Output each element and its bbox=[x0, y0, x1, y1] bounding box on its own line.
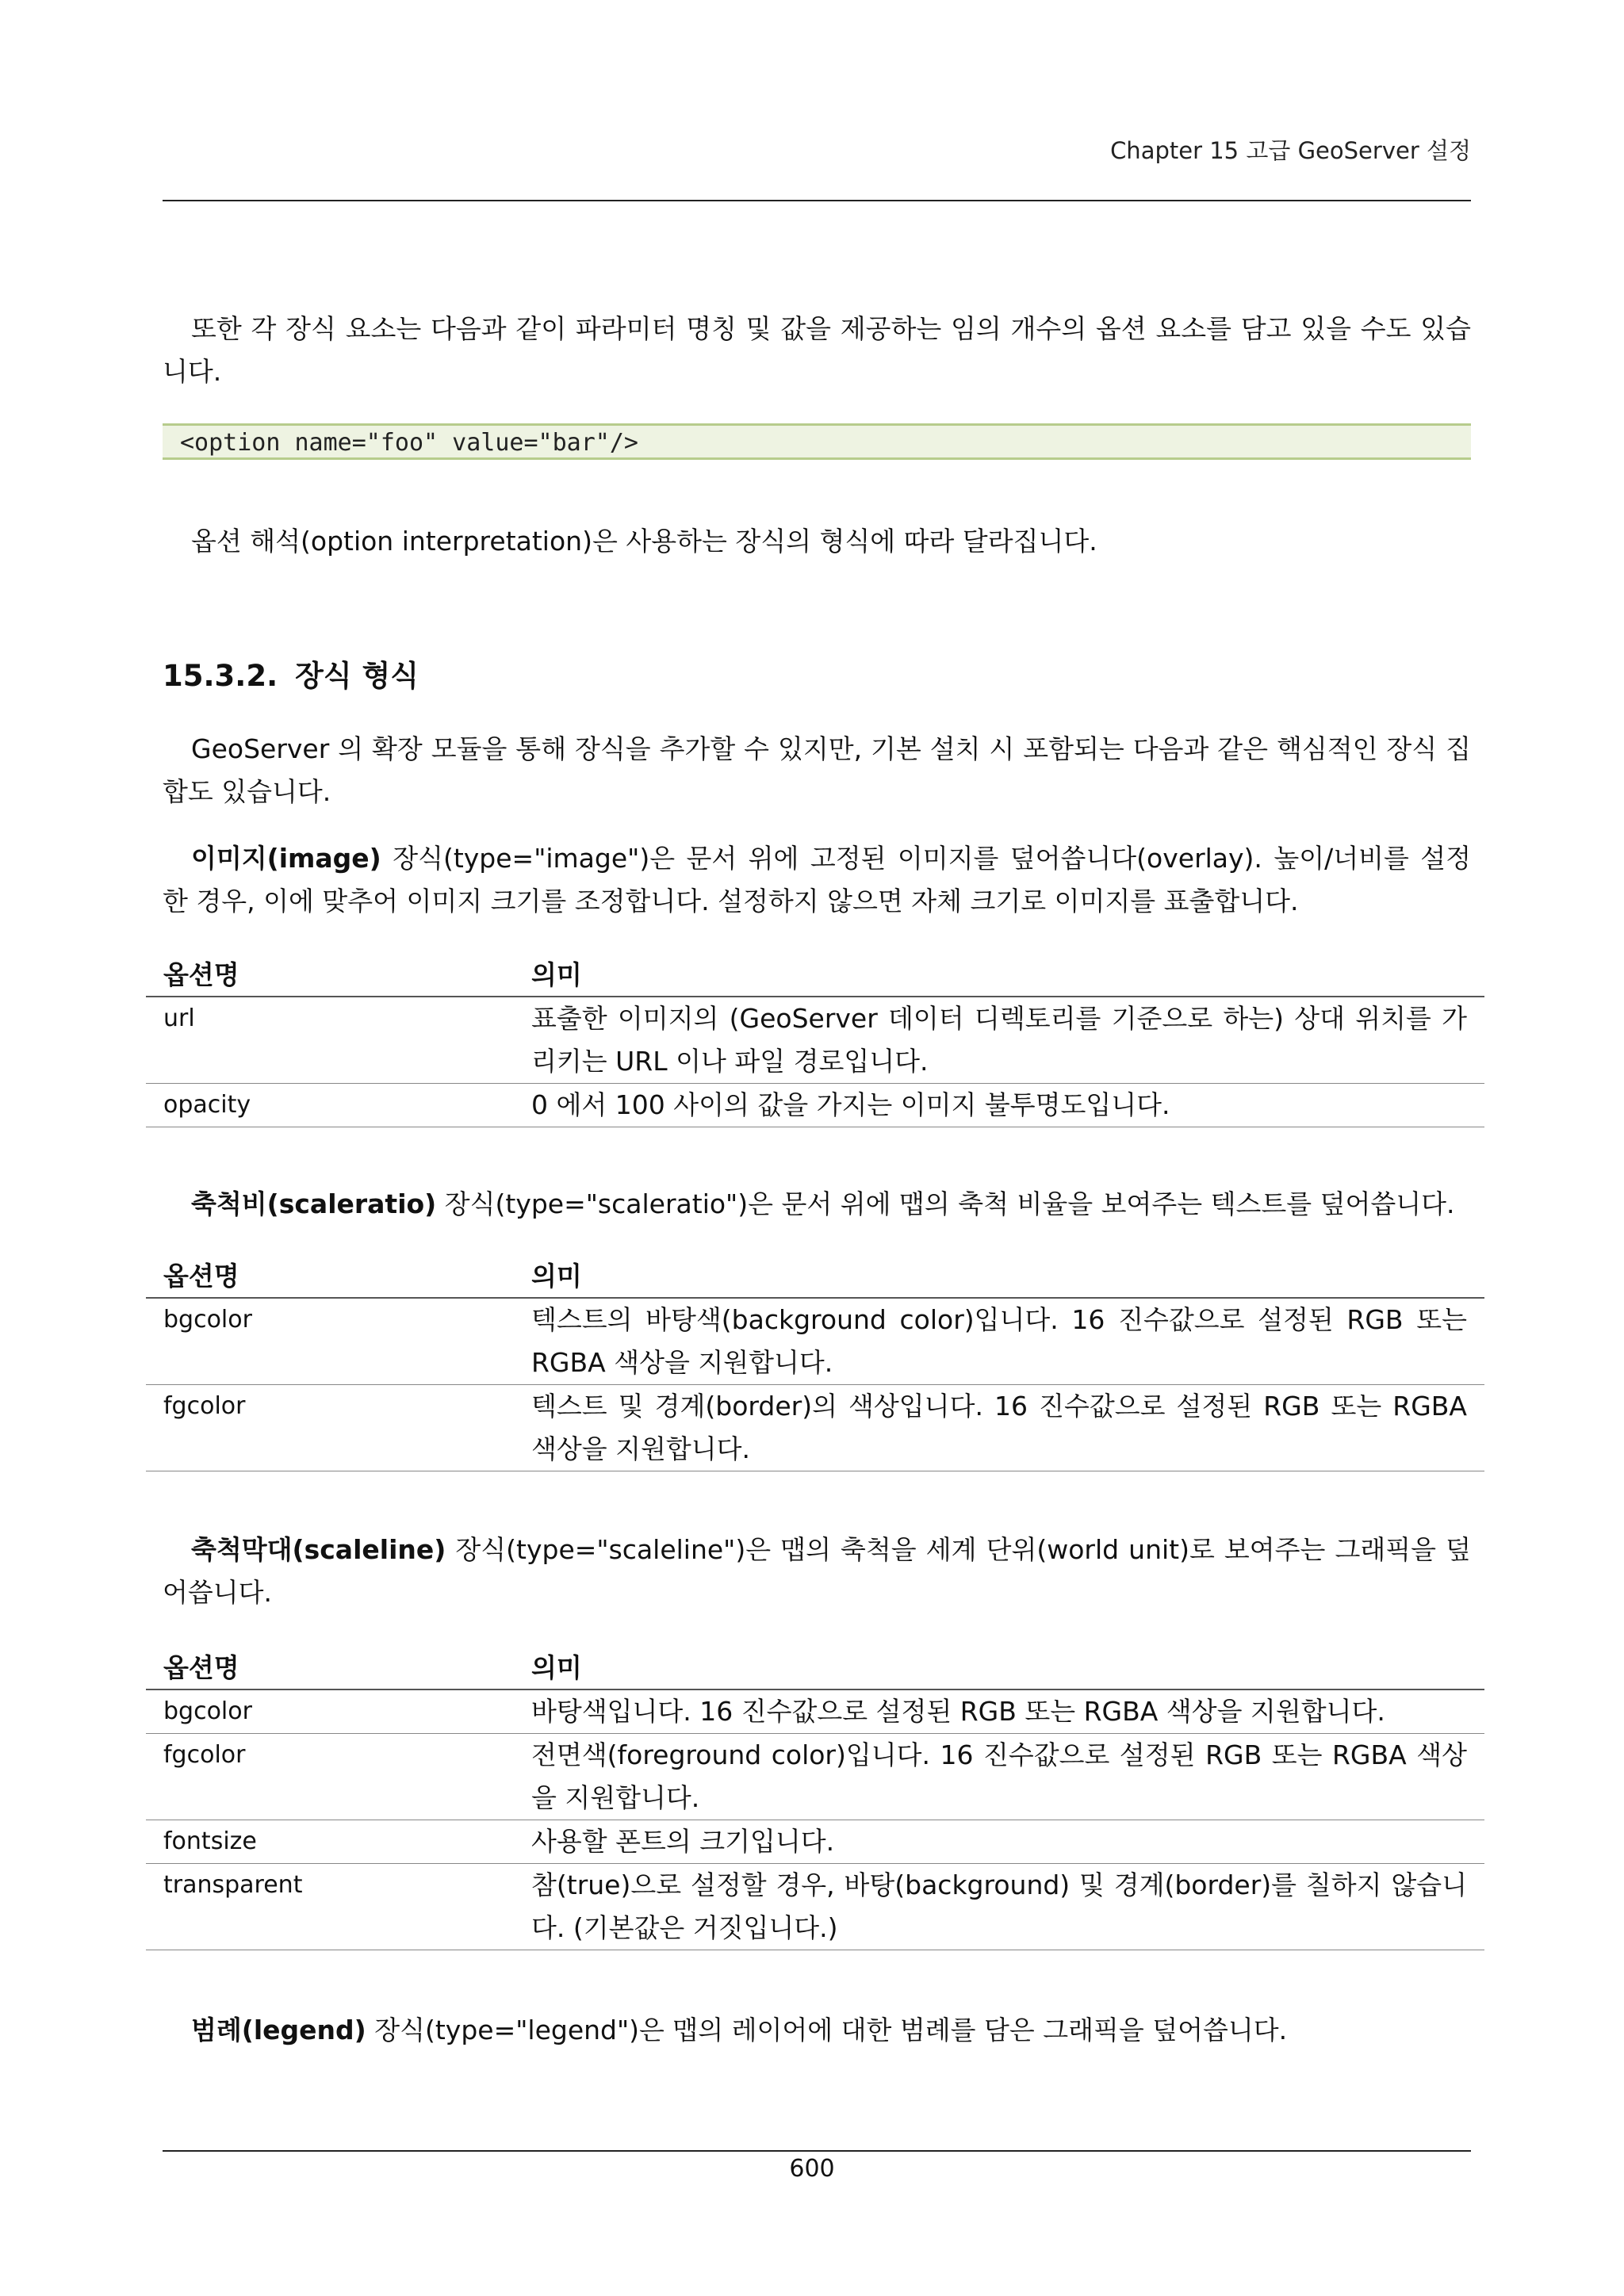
scaleratio-decoration-desc: 장식(type="scaleratio")은 문서 위에 맵의 축척 비율을 보여주는 텍스트를 덮어씁니다. bbox=[436, 1188, 1455, 1219]
legend-decoration-desc: 장식(type="legend")은 맵의 레이어에 대한 범례를 담은 그래픽을 덮어씁니다. bbox=[366, 2015, 1288, 2045]
option-name-header: 옵션명 bbox=[146, 1647, 514, 1689]
option-meaning: 텍스트의 바탕색(background color)입니다. 16 진수값으로 설정된 RGB 또는 RGBA 색상을 지원합니다. bbox=[514, 1298, 1484, 1385]
intro-paragraph: 또한 각 장식 요소는 다음과 같이 파라미터 명칭 및 값을 제공하는 임의 개수의 옵션 요소를 담고 있을 수도 있습니다. bbox=[163, 313, 1471, 387]
option-meaning: 참(true)으로 설정할 경우, 바탕(background) 및 경계(border)를 칠하지 않습니다. (기본값은 거짓입니다.) bbox=[514, 1864, 1484, 1950]
table-row bbox=[146, 1084, 1484, 1127]
footer-divider bbox=[163, 2150, 1471, 2152]
option-meaning-header: 의미 bbox=[514, 1647, 1484, 1689]
scaleratio-decoration-term: 축척비(scaleratio) bbox=[191, 1188, 437, 1219]
option-name-header: 옵션명 bbox=[146, 955, 514, 997]
section-intro-paragraph: GeoServer 의 확장 모듈을 통해 장식을 추가할 수 있지만, 기본 설치 시 포함되는 다음과 같은 핵심적인 장식 집합도 있습니다. bbox=[163, 733, 1471, 807]
image-decoration-desc: 장식(type="image")은 문서 위에 고정된 이미지를 덮어씁니다(overlay). 높이/너비를 설정한 경우, 이에 맞추어 이미지 크기를 조정합니다. 설정하지 않으면 자체 크기로 이미지를 표출합니다. bbox=[163, 843, 1471, 916]
image-options-table bbox=[146, 955, 1484, 1127]
table-header-row bbox=[146, 1256, 1484, 1298]
option-meaning: 바탕색입니다. 16 진수값으로 설정된 RGB 또는 RGBA 색상을 지원합니다. bbox=[514, 1689, 1484, 1734]
table-header-row bbox=[146, 1647, 1484, 1689]
table-row bbox=[146, 1864, 1484, 1950]
page-number: 600 bbox=[789, 2155, 835, 2183]
scaleline-decoration-term: 축척막대(scaleline) bbox=[191, 1534, 446, 1565]
option-name: fgcolor bbox=[146, 1385, 514, 1471]
option-name-header: 옵션명 bbox=[146, 1256, 514, 1298]
option-meaning: 0 에서 100 사이의 값을 가지는 이미지 불투명도입니다. bbox=[514, 1084, 1484, 1127]
option-name: opacity bbox=[146, 1084, 514, 1127]
code-line: <option name="foo" value="bar"/> bbox=[180, 429, 638, 457]
option-meaning-header: 의미 bbox=[514, 1256, 1484, 1298]
table-row bbox=[146, 997, 1484, 1084]
section-heading bbox=[163, 655, 419, 698]
header-divider bbox=[163, 200, 1471, 201]
option-meaning-header: 의미 bbox=[514, 955, 1484, 997]
code-block bbox=[163, 423, 1471, 460]
option-name: transparent bbox=[146, 1864, 514, 1950]
section-title: 장식 형식 bbox=[295, 659, 419, 693]
image-decoration-term: 이미지(image) bbox=[191, 843, 381, 874]
running-header: Chapter 15 고급 GeoServer 설정 bbox=[1110, 137, 1471, 164]
scaleline-decoration-desc: 장식(type="scaleline")은 맵의 축척을 세계 단위(world unit)로 보여주는 그래픽을 덮어씁니다. bbox=[163, 1534, 1471, 1608]
option-name: url bbox=[146, 997, 514, 1084]
table-row bbox=[146, 1385, 1484, 1471]
table-row bbox=[146, 1298, 1484, 1385]
interpretation-paragraph: 옵션 해석(option interpretation)은 사용하는 장식의 형식에 따라 달라집니다. bbox=[191, 526, 1097, 557]
option-meaning: 표출한 이미지의 (GeoServer 데이터 디렉토리를 기준으로 하는) 상대 위치를 가리키는 URL 이나 파일 경로입니다. bbox=[514, 997, 1484, 1084]
legend-decoration-paragraph bbox=[163, 2009, 1471, 2052]
legend-decoration-term: 범례(legend) bbox=[191, 2015, 366, 2045]
option-name: fontsize bbox=[146, 1820, 514, 1864]
option-name: fgcolor bbox=[146, 1734, 514, 1820]
scaleline-decoration-paragraph bbox=[163, 1529, 1471, 1614]
option-meaning: 전면색(foreground color)입니다. 16 진수값으로 설정된 RGB 또는 RGBA 색상을 지원합니다. bbox=[514, 1734, 1484, 1820]
option-meaning: 사용할 폰트의 크기입니다. bbox=[514, 1820, 1484, 1864]
scaleratio-options-table bbox=[146, 1256, 1484, 1471]
option-name: bgcolor bbox=[146, 1298, 514, 1385]
option-meaning: 텍스트 및 경계(border)의 색상입니다. 16 진수값으로 설정된 RGB 또는 RGBA 색상을 지원합니다. bbox=[514, 1385, 1484, 1471]
section-number: 15.3.2. bbox=[163, 659, 278, 693]
table-row bbox=[146, 1689, 1484, 1734]
image-decoration-paragraph bbox=[163, 837, 1471, 923]
scaleline-options-table bbox=[146, 1647, 1484, 1950]
option-name: bgcolor bbox=[146, 1689, 514, 1734]
table-header-row bbox=[146, 955, 1484, 997]
scaleratio-decoration-paragraph bbox=[163, 1183, 1471, 1226]
table-row bbox=[146, 1820, 1484, 1864]
table-row bbox=[146, 1734, 1484, 1820]
